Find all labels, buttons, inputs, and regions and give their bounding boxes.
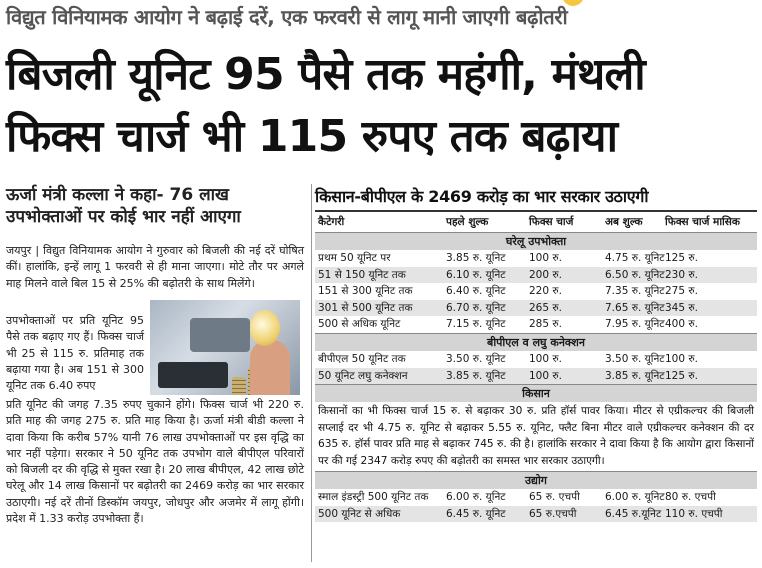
table-row	[315, 267, 757, 284]
table-row	[315, 250, 757, 267]
cell: 220 रु.	[529, 285, 562, 298]
supertitle: विद्युत विनियामक आयोग ने बढ़ाई दरें, एक फरवरी से लागू मानी जाएगी बढ़ोतरी	[6, 5, 568, 29]
article-photo	[150, 300, 300, 395]
cell: 125 रु.	[665, 369, 698, 382]
coin-stack	[232, 377, 246, 395]
section-farmer: किसान	[315, 384, 757, 402]
cell: 100 रु.	[529, 352, 562, 365]
supertitle-bar	[0, 0, 762, 38]
cell: 3.50 रु. यूनिट	[605, 352, 665, 365]
section-industry: उद्योग	[315, 471, 757, 489]
cell: 151 से 300 यूनिट तक	[318, 285, 413, 298]
farmer-note: किसानों का भी फिक्स चार्ज 15 रु. से बढ़ाकर 30 रु. प्रति हॉर्स पावर किया। मीटर से एग्रीकल्चर की बिजली सप्लाई दर भी 4.75 रु. यूनिट से बढ़ाकर 5.55 रु. यूनिट, फ्लैट बिना मीटर वाले एग्रीकल्चर कनेक्शन की दर 635 रु. हॉर्स पावर प्रति माह से बढ़ाकर 745 रु. की है। हालांकि सरकार ने दावा किया है कि आयोग द्वारा किसानों पर की गई 2347 करोड़ रुपए की बढ़ोतरी का समस्त भार सरकार उठाएगी।	[318, 405, 754, 467]
cell: 6.70 रु. यूनिट	[446, 301, 506, 314]
subheading: ऊर्जा मंत्री कल्ला ने कहा- 76 लाख उपभोक्ताओं पर कोई भार नहीं आएगा	[6, 185, 241, 227]
cell: 100 रु.	[665, 352, 698, 365]
cell: 6.00 रु. यूनिट	[605, 491, 665, 504]
header-category: कैटेगरी	[318, 216, 345, 228]
table-row	[315, 283, 757, 300]
header-new-rate: अब शुल्क	[605, 216, 643, 228]
section-domestic: घरेलू उपभोक्ता	[315, 232, 757, 250]
cell: 345 रु.	[665, 301, 698, 314]
cell: प्रथम 50 यूनिट पर	[318, 252, 391, 264]
table-row	[315, 316, 757, 333]
cell: 500 यूनिट से अधिक	[318, 507, 401, 520]
cell: 7.15 रु. यूनिट	[446, 318, 506, 331]
cell: 200 रु.	[529, 268, 562, 281]
table-header-row	[315, 212, 757, 232]
cell: 3.85 रु. यूनिट	[446, 252, 506, 264]
lightbulb-icon	[250, 310, 280, 346]
cell: 265 रु.	[529, 301, 562, 314]
table-row	[315, 300, 757, 317]
cell: 3.85 रु. यूनिट	[605, 369, 665, 382]
cell: 7.95 रु. यूनिट	[605, 318, 665, 331]
article-paragraph-2: उपभोक्ताओं पर प्रति यूनिट 95 पैसे तक बढ़ाए गए हैं। फिक्स चार्ज भी 25 से 115 रु. प्रतिमाह तक बढ़ाया गया है। अब 151 से 300 यूनिट तक 6.40 रुपए	[6, 314, 144, 393]
cell: 3.85 रु. यूनिट	[446, 369, 506, 382]
cell: बीपीएल 50 यूनिट तक	[318, 352, 406, 365]
cell: स्माल इंडस्ट्री 500 यूनिट तक	[318, 491, 429, 504]
cell: 51 से 150 यूनिट तक	[318, 268, 406, 281]
cell: 7.35 रु. यूनिट	[605, 285, 665, 298]
cell: 100 रु.	[529, 252, 562, 264]
header-monthly-fixed: फिक्स चार्ज मासिक	[665, 216, 740, 228]
cell: 285 रु.	[529, 318, 562, 331]
cell: 7.65 रु. यूनिट	[605, 301, 665, 314]
cell: 500 से अधिक यूनिट	[318, 318, 401, 331]
cell: 80 रु. एचपी	[665, 491, 716, 504]
header-old-rate: पहले शुल्क	[446, 216, 489, 228]
cell: 400 रु.	[665, 318, 698, 331]
hand-shape	[250, 340, 290, 395]
article-paragraph-1: जयपुर | विद्युत विनियामक आयोग ने गुरुवार को बिजली की नई दरें घोषित कीं। हालांकि, इन्हें लागू 1 फरवरी से ही माना जाएगा। मोटे तौर पर अगले माह मिलने वाले बिल 15 से 25% की बढ़ोतरी के साथ मिलेंगे।	[6, 244, 304, 290]
table-row	[315, 368, 757, 385]
cell: 125 रु.	[665, 252, 698, 264]
cell: 275 रु.	[665, 285, 698, 298]
cell: 65 रु. एचपी	[529, 491, 580, 504]
cell: 301 से 500 यूनिट तक	[318, 301, 413, 314]
cell: 6.45 रु.यूनिट	[605, 507, 662, 520]
headline-line-1: बिजली यूनिट 95 पैसे तक महंगी, मंथली	[6, 49, 645, 100]
cell: 6.50 रु. यूनिट	[605, 268, 665, 281]
cell: 6.00 रु. यूनिट	[446, 491, 506, 504]
cell: 100 रु.	[529, 369, 562, 382]
laptop-shape	[190, 318, 250, 352]
cell: 6.40 रु. यूनिट	[446, 285, 506, 298]
column-divider	[311, 184, 312, 562]
cell: 110 रु. एचपी	[665, 507, 723, 520]
calculator-shape	[158, 362, 228, 388]
cell: 50 यूनिट लघु कनेक्शन	[318, 369, 408, 382]
table-row	[315, 489, 757, 506]
section-bpl: बीपीएल व लघु कनेक्शन	[315, 333, 757, 351]
cell: 6.45 रु. यूनिट	[446, 507, 506, 520]
table-row	[315, 351, 757, 368]
tariff-table	[315, 184, 757, 522]
cell: 230 रु.	[665, 268, 698, 281]
header-fixed-charge: फिक्स चार्ज	[529, 216, 574, 228]
table-row	[315, 506, 757, 523]
table-title: किसान-बीपीएल के 2469 करोड़ का भार सरकार उठाएगी	[315, 184, 757, 212]
article-paragraph-3: प्रति यूनिट की जगह 7.35 रुपए चुकाने होंगे। फिक्स चार्ज भी 220 रु. प्रति माह की जगह 275 रु. प्रति माह किया है। ऊर्जा मंत्री बीडी कल्ला ने दावा किया कि करीब 57% यानी 76 लाख उपभोक्ताओं पर इस वृद्धि का भार नहीं पड़ेगा। सरकार ने 50 यूनिट तक उपभोग वाले बीपीएल परिवारों को बिजली दर की वृद्धि से मुक्त रखा है। 20 लाख बीपीएल, 42 लाख छोटे घरेलू और 14 लाख किसानों पर बढ़ोतरी का 2469 करोड़ का भार सरकार उठाएगी। नई दरें तीनों डिस्कॉम जयपुर, जोधपुर और अजमेर में लागू होंगी। प्रदेश में 1.33 करोड़ उपभोक्ता हैं।	[6, 398, 304, 526]
cell: 65 रु.एचपी	[529, 507, 577, 520]
cell: 3.50 रु. यूनिट	[446, 352, 506, 365]
cell: 6.10 रु. यूनिट	[446, 268, 506, 281]
headline-line-2: फिक्स चार्ज भी 115 रुपए तक बढ़ाया	[6, 111, 618, 162]
cell: 4.75 रु. यूनिट	[605, 252, 665, 264]
